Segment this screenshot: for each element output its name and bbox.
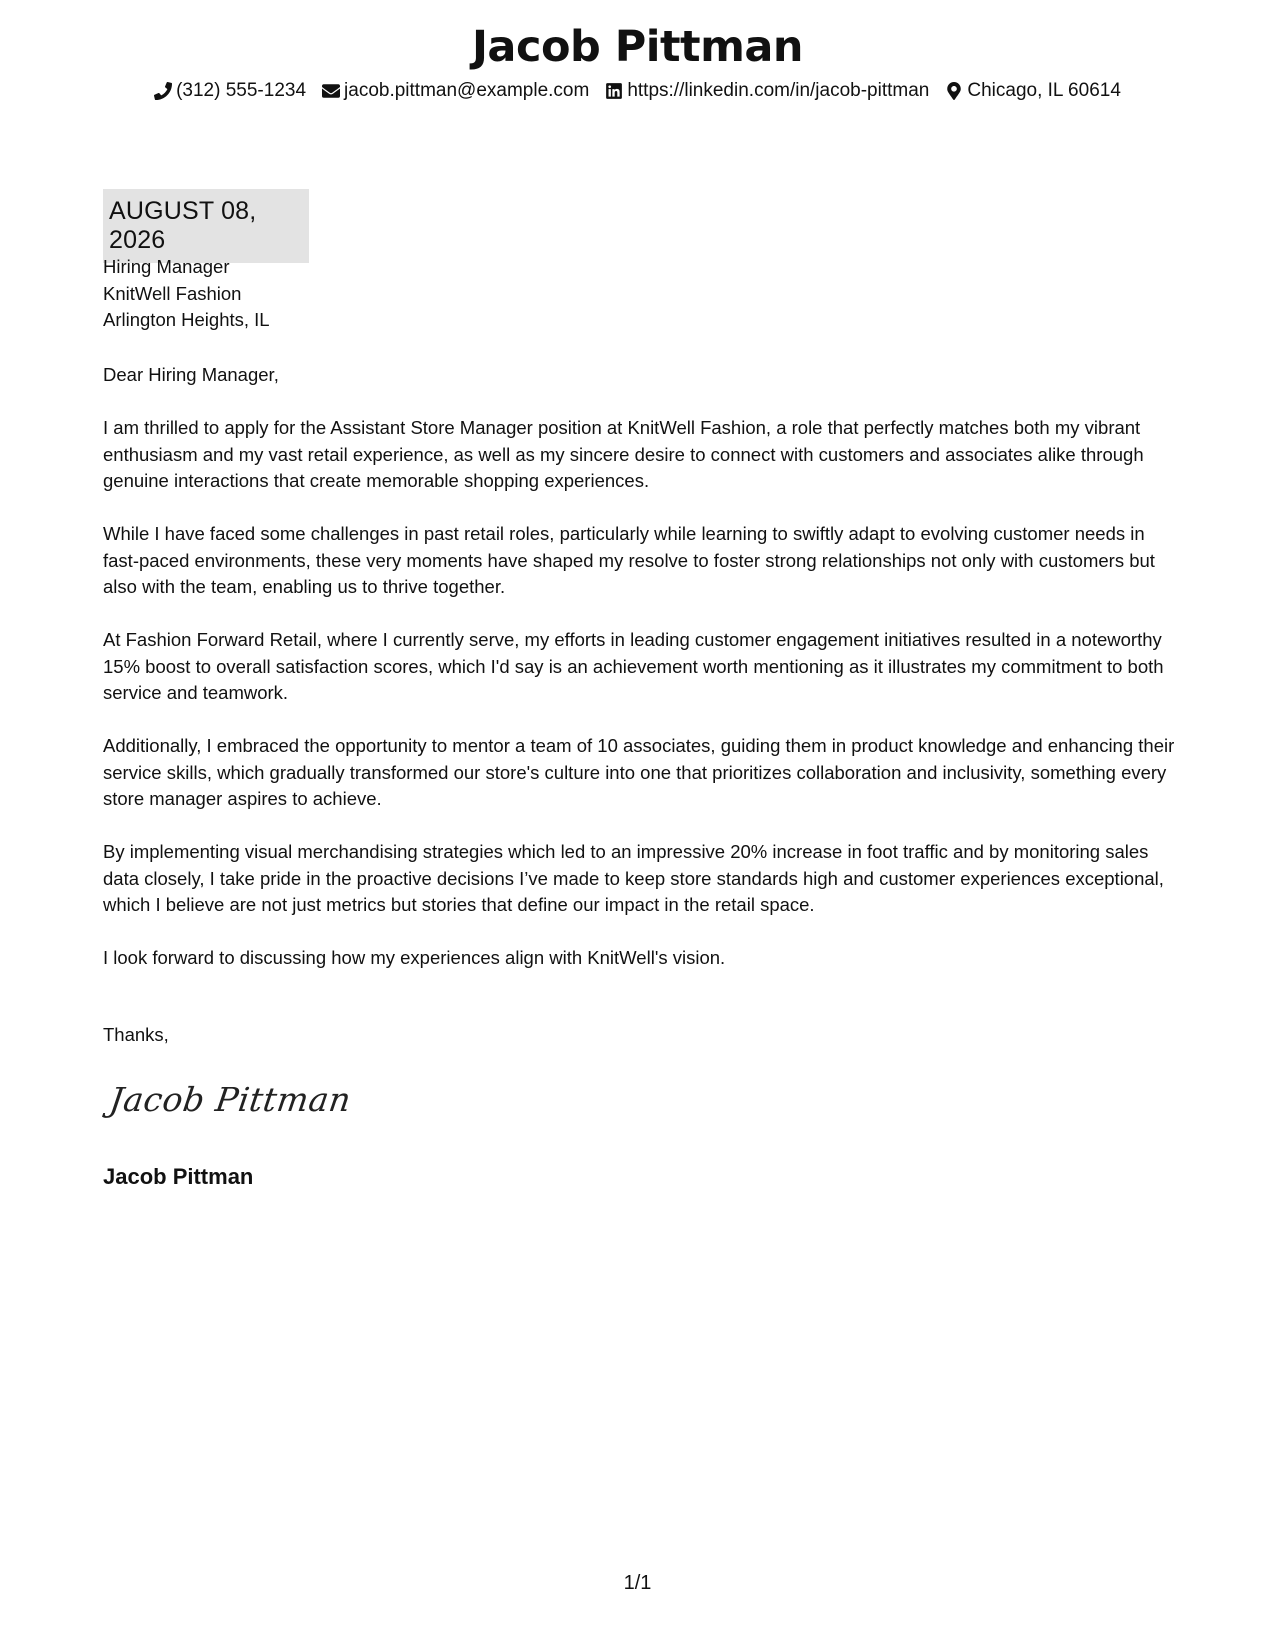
contact-info-row (0, 80, 1275, 102)
recipient-block (103, 254, 270, 334)
body-paragraph: While I have faced some challenges in past retail roles, particularly while learning to swiftly adapt to evolving customer needs in fast-paced environments, these very moments have shaped my resolve to foster strong relationships not only with customers but also with the team, enabling us to thrive together. (103, 523, 1155, 597)
contact-linkedin[interactable] (605, 80, 929, 102)
closing: Thanks, (103, 1024, 169, 1045)
contact-email[interactable] (322, 80, 589, 102)
letter-body (103, 362, 1183, 998)
body-paragraph: I am thrilled to apply for the Assistant Store Manager position at KnitWell Fashion, a role that perfectly matches both my vibrant enthusiasm and my vast retail experience, as well as my sincere desire to connect with customers and associates alike through genuine interactions that create memorable shopping experiences. (103, 417, 1144, 491)
signed-name: Jacob Pittman (103, 1164, 254, 1189)
email-text: jacob.pittman@example.com (344, 80, 590, 101)
envelope-icon (322, 82, 340, 100)
phone-icon (154, 82, 172, 100)
applicant-name: Jacob Pittman (471, 22, 804, 72)
linkedin-text: https://linkedin.com/in/jacob-pittman (627, 80, 930, 101)
body-paragraph: Additionally, I embraced the opportunity to mentor a team of 10 associates, guiding them in product knowledge and enhancing their service skills, which gradually transformed our store's culture into one that prioritizes collaboration and inclusivity, something every store manager aspires to achieve. (103, 735, 1175, 809)
recipient-location: Arlington Heights, IL (103, 309, 270, 330)
handwritten-signature: Jacob Pittman (107, 1080, 354, 1119)
linkedin-icon (605, 82, 623, 100)
body-paragraph: I look forward to discussing how my experiences align with KnitWell's vision. (103, 947, 726, 968)
body-paragraph: By implementing visual merchandising strategies which led to an impressive 20% increase in foot traffic and by monitoring sales data closely, I take pride in the proactive decisions I’ve made to keep store standards high and customer experiences exceptional, which I believe are not just metrics but stories that define our impact in the retail space. (103, 841, 1164, 915)
contact-location (945, 80, 1121, 102)
page-number: 1/1 (623, 1572, 652, 1594)
letter-date: AUGUST 08, 2026 (103, 189, 309, 263)
recipient-company: KnitWell Fashion (103, 282, 242, 304)
recipient-title: Hiring Manager (103, 256, 230, 277)
phone-text: (312) 555-1234 (176, 80, 307, 101)
salutation: Dear Hiring Manager, (103, 364, 279, 385)
location-text: Chicago, IL 60614 (967, 80, 1121, 101)
map-pin-icon (945, 82, 963, 100)
contact-phone (154, 80, 306, 102)
body-paragraph: At Fashion Forward Retail, where I currently serve, my efforts in leading customer engagement initiatives resulted in a noteworthy 15% boost to overall satisfaction scores, which I'd say is an achievement worth mentioning as it illustrates my commitment to both service and teamwork. (103, 629, 1164, 703)
